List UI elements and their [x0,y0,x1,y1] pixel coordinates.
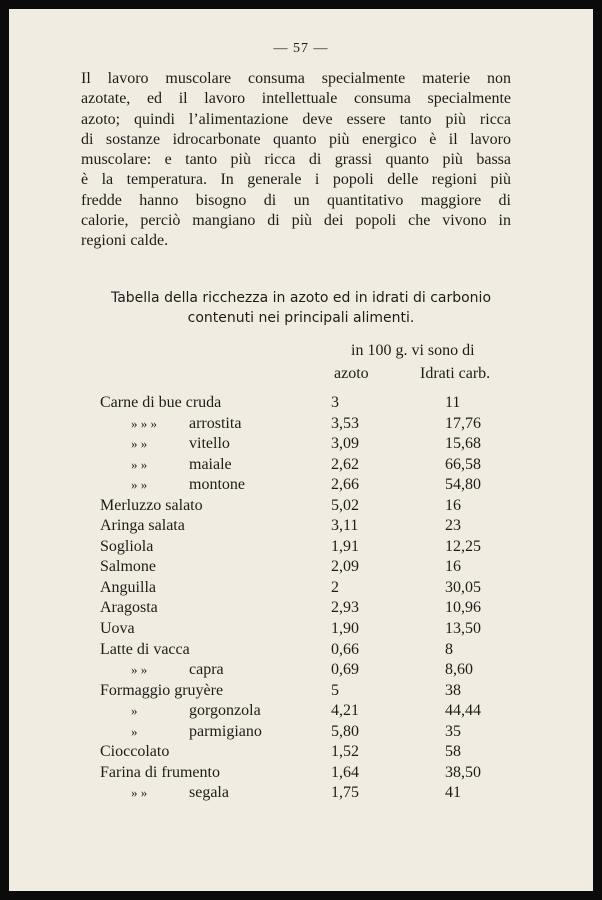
food-name: Aringa salata [100,517,185,535]
azoto-value: 4,21 [331,702,359,720]
idrati-value: 35 [445,722,461,740]
column-header-azoto: azoto [334,365,369,382]
azoto-value: 5 [331,681,339,699]
idrati-value: 54,80 [445,476,481,494]
ditto-marks: » [131,703,138,719]
ditto-marks: » » [131,436,148,452]
idrati-value: 23 [445,517,461,535]
idrati-value: 15,68 [445,435,481,453]
table-row [9,414,593,435]
page-number: — 57 — [273,41,329,56]
food-name: vitello [189,435,230,453]
table-row [9,475,593,496]
ditto-marks: » » » [131,415,157,431]
food-name: Carne di bue cruda [100,394,222,411]
azoto-value: 1,64 [331,763,359,781]
table-row [9,578,593,599]
book-page [9,9,593,891]
ditto-marks: » » [131,456,148,472]
azoto-value: 5,02 [331,496,359,514]
food-name: Anguilla [100,578,156,596]
food-name: arrostita [189,414,242,432]
table-row [9,660,593,681]
idrati-value: 8,60 [445,661,473,679]
food-name: Salmone [100,558,156,576]
idrati-value: 41 [445,784,461,802]
food-name: gorgonzola [189,702,261,720]
idrati-value: 12,25 [445,537,481,555]
food-name: Aragosta [100,599,158,617]
azoto-value: 0,66 [331,640,359,658]
food-name: Uova [100,620,135,638]
paragraph-line: muscolare: e tanto più ricca di grassi quanto più bassa [81,151,511,169]
idrati-value: 13,50 [445,620,481,638]
paragraph-line: azotate, ed il lavoro intellettuale consuma specialmente [81,90,511,108]
table-row [9,722,593,743]
food-name: Sogliola [100,537,154,555]
idrati-value: 44,44 [445,702,481,720]
azoto-value: 3 [331,394,339,411]
paragraph-line: calorie, perciò mangiano di più dei popoli che vivono in [81,212,511,230]
nutrition-table [9,393,593,804]
idrati-value: 66,58 [445,455,481,473]
idrati-value: 10,96 [445,599,481,617]
idrati-value: 8 [445,640,453,658]
body-paragraph [81,69,511,252]
food-name: Merluzzo salato [100,496,203,514]
table-row [9,434,593,455]
table-row [9,393,593,414]
food-name: Cioccolato [100,743,170,761]
table-row [9,742,593,763]
food-name: Latte di vacca [100,640,190,658]
table-title [9,288,593,328]
paragraph-line: Il lavoro muscolare consuma specialmente materie non [81,70,511,87]
food-name: segala [189,784,229,802]
table-row [9,537,593,558]
food-name: parmigiano [189,722,262,740]
ditto-marks: » [131,723,138,739]
table-row [9,619,593,640]
azoto-value: 1,90 [331,620,359,638]
paragraph-line: azoto; quindi l’alimentazione deve essere tanto più ricca [81,110,511,128]
azoto-value: 3,11 [331,517,359,535]
idrati-value: 16 [445,496,461,514]
column-header-idrati: Idrati carb. [420,365,491,382]
idrati-value: 30,05 [445,578,481,596]
food-name: maiale [189,455,232,473]
idrati-value: 16 [445,558,461,576]
table-row [9,496,593,517]
azoto-value: 3,09 [331,435,359,453]
azoto-value: 1,75 [331,784,359,802]
food-name: Farina di frumento [100,763,220,781]
food-name: montone [189,476,245,494]
azoto-value: 0,69 [331,661,359,679]
paragraph-line: di sostanze idrocarbonate quanto più energico è il lavoro [81,130,511,148]
azoto-value: 2,09 [331,558,359,576]
table-row [9,516,593,537]
table-row [9,763,593,784]
azoto-value: 1,52 [331,743,359,761]
idrati-value: 58 [445,743,461,761]
paragraph-line: regioni calde. [81,232,169,250]
table-title-line-2: contenuti nei principali alimenti. [187,310,415,326]
table-row [9,455,593,476]
azoto-value: 1,91 [331,537,359,555]
azoto-value: 2 [331,578,339,596]
table-row [9,783,593,804]
azoto-value: 3,53 [331,414,359,432]
table-row [9,701,593,722]
azoto-value: 2,93 [331,599,359,617]
idrati-value: 11 [445,394,461,411]
table-row [9,598,593,619]
table-row [9,557,593,578]
ditto-marks: » » [131,477,148,493]
header-group-label: in 100 g. vi sono di [351,342,475,359]
ditto-marks: » » [131,785,148,801]
idrati-value: 38,50 [445,763,481,781]
azoto-value: 5,80 [331,722,359,740]
table-row [9,640,593,661]
food-name: Formaggio gruyère [100,681,224,699]
paragraph-line: è la temperatura. In generale i popoli delle regioni più [81,171,511,189]
ditto-marks: » » [131,662,148,678]
azoto-value: 2,66 [331,476,359,494]
idrati-value: 17,76 [445,414,481,432]
idrati-value: 38 [445,681,461,699]
azoto-value: 2,62 [331,455,359,473]
table-row [9,681,593,702]
table-title-line-1: Tabella della ricchezza in azoto ed in idrati di carbonio [110,290,492,306]
food-name: capra [189,661,224,679]
paragraph-line: fredde hanno bisogno di un quantitativo maggiore di [81,191,511,209]
